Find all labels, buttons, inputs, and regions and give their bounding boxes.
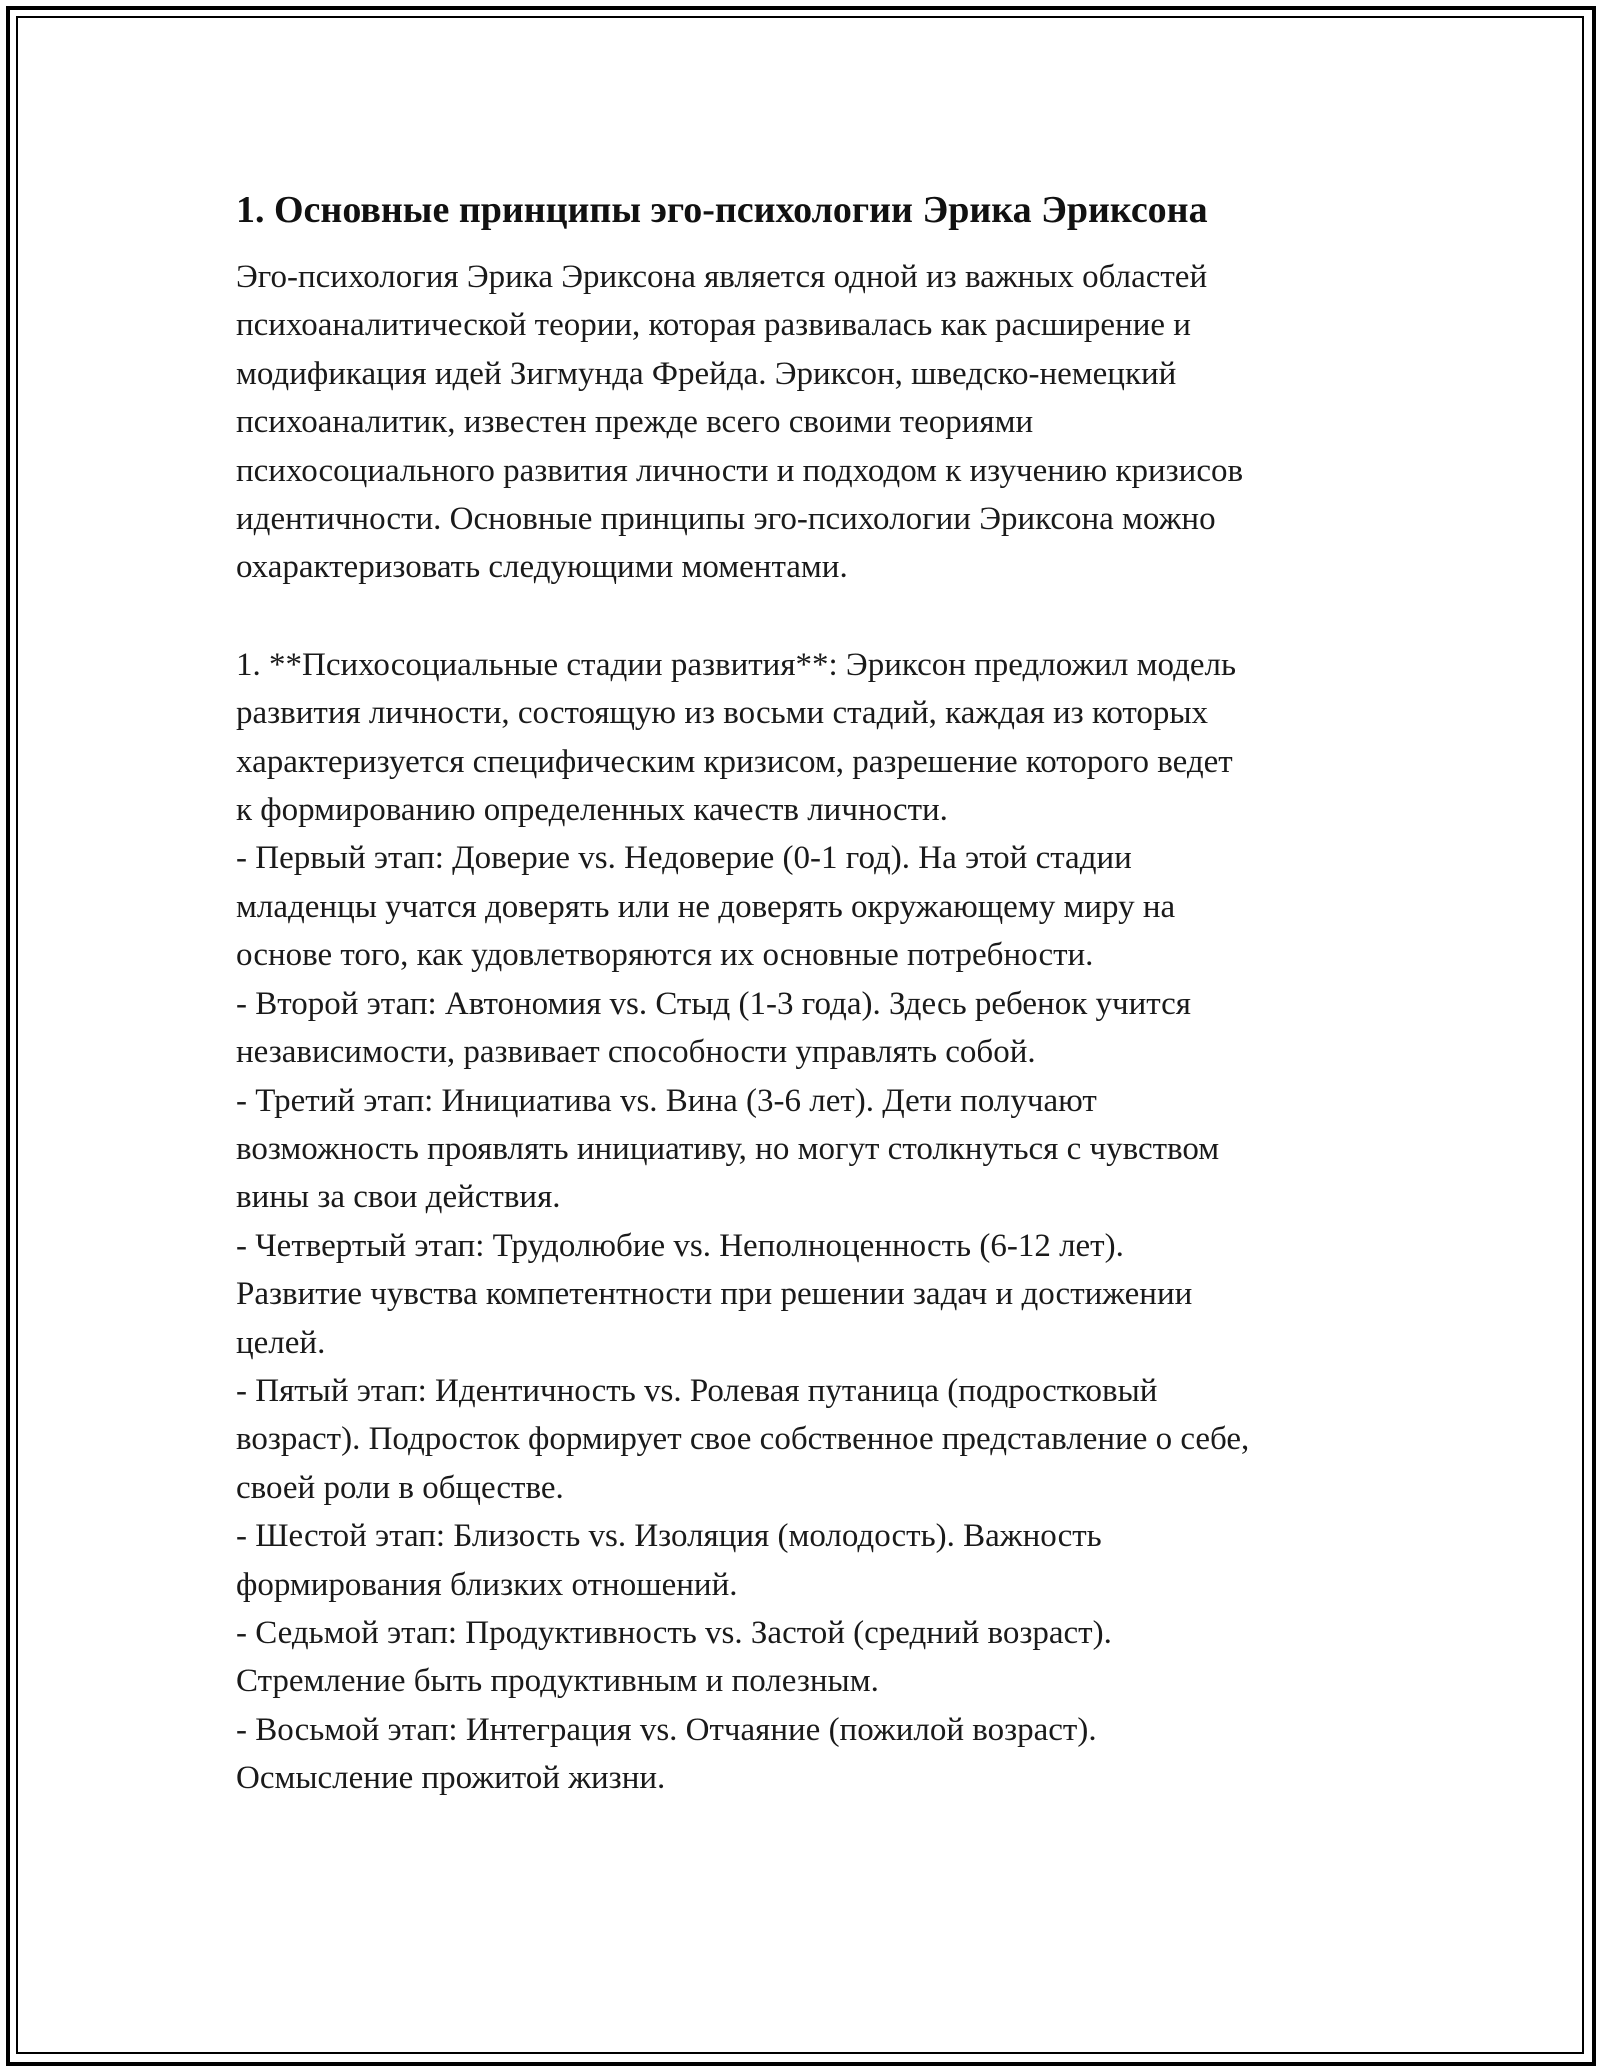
stage-item-7: - Седьмой этап: Продуктивность vs. Застой (средний возраст). Стремление быть продуктивным и полезным.: [236, 1614, 1112, 1700]
stage-item-4: - Четвертый этап: Трудолюбие vs. Неполноценность (6-12 лет). Развитие чувства компетентности при решении задач и достижении целей.: [236, 1227, 1193, 1361]
stage-item-6: - Шестой этап: Близость vs. Изоляция (молодость). Важность формирования близких отношений.: [236, 1518, 1102, 1603]
section-heading: 1. Основные принципы эго-психологии Эрика Эриксона: [236, 189, 1208, 231]
intro-paragraph: Эго-психология Эрика Эриксона является одной из важных областей психоаналитической теории, которая развивалась как расширение и модификация идей Зигмунда Фрейда. Эриксон, шведско-немецкий психоаналитик, известен прежде всего своими теориями психосоциального развития личности и подходом к изучению кризисов идентичности. Основные принципы эго-психологии Эриксона можно охарактеризовать следующими моментами.: [236, 259, 1244, 586]
stages-list: [236, 834, 1366, 1802]
stage-item-5: - Пятый этап: Идентичность vs. Ролевая путаница (подростковый возраст). Подросток формирует свое собственное представление о себе, своей роли в обществе.: [236, 1372, 1250, 1506]
stage-item-1: - Первый этап: Доверие vs. Недоверие (0-1 год). На этой стадии младенцы учатся доверять или не доверять окружающему миру на основе того, как удовлетворяются их основные потребности.: [236, 840, 1176, 974]
stage-item-2: - Второй этап: Автономия vs. Стыд (1-3 года). Здесь ребенок учится независимости, развивает способности управлять собой.: [236, 985, 1191, 1071]
stage-item-3: - Третий этап: Инициатива vs. Вина (3-6 лет). Дети получают возможность проявлять инициативу, но могут столкнуться с чувством вины за свои действия.: [236, 1082, 1220, 1216]
stage-item-8: - Восьмой этап: Интеграция vs. Отчаяние (пожилой возраст). Осмысление прожитой жизни.: [236, 1711, 1097, 1797]
document-body: [236, 185, 1366, 1803]
list-item-psychosocial-stages: 1. **Психосоциальные стадии развития**: Эриксон предложил модель развития личности, состоящую из восьми стадий, каждая из которых характеризуется специфическим кризисом, разрешение которого ведет к формированию определенных качеств личности.: [236, 646, 1237, 829]
